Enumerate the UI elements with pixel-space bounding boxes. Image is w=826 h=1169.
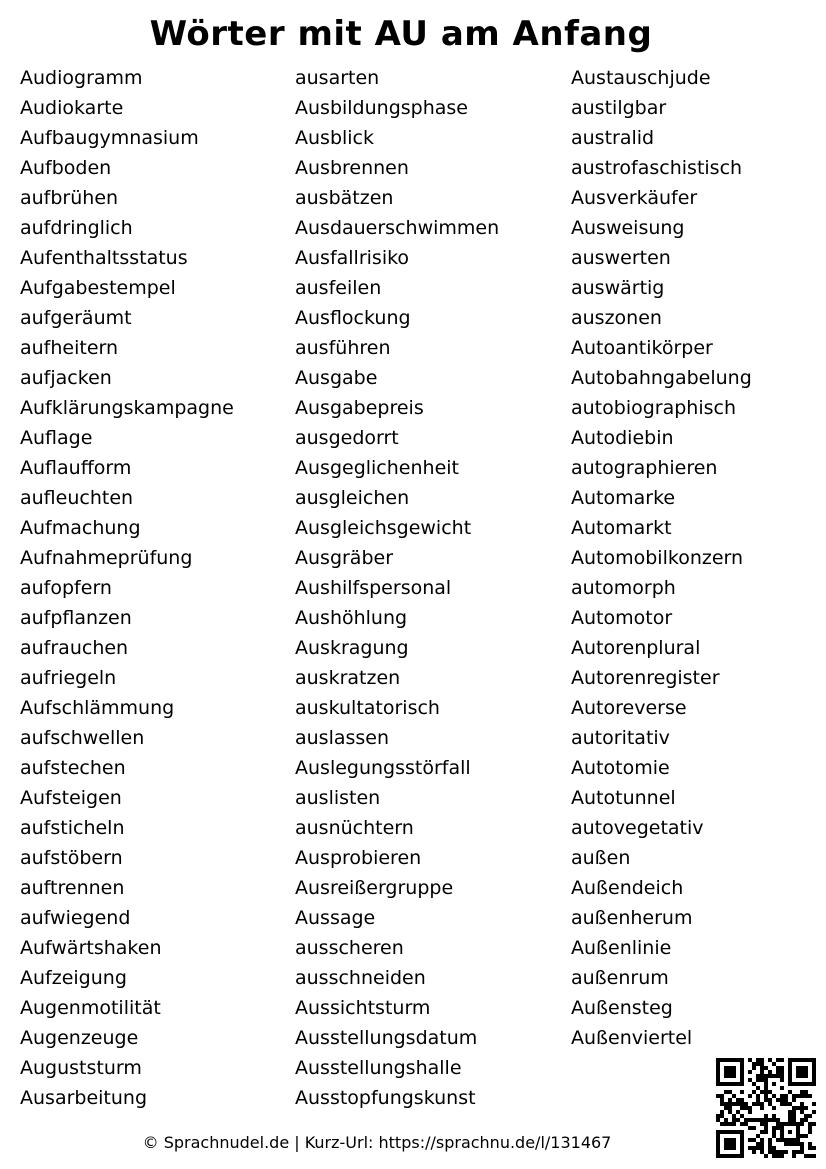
word-item: ausfeilen — [295, 277, 382, 299]
word-item: Autoreverse — [571, 697, 687, 719]
footer-credit: © Sprachnudel.de | Kurz-Url: https://sprachnu.de/l/131467 — [142, 1133, 612, 1152]
word-item: außen — [571, 847, 631, 869]
word-item: Aussichtsturm — [295, 997, 431, 1019]
word-item: Aushöhlung — [295, 607, 408, 629]
word-item: Ausstellungsdatum — [295, 1027, 478, 1049]
word-item: australid — [571, 127, 655, 149]
word-item: ausnüchtern — [295, 817, 414, 839]
word-item: Automarke — [571, 487, 676, 509]
word-item: auskratzen — [295, 667, 401, 689]
word-item: Aufschlämmung — [20, 697, 175, 719]
word-item: Automarkt — [571, 517, 672, 539]
word-item: Aufenthaltsstatus — [20, 247, 188, 269]
word-item: autobiographisch — [571, 397, 737, 419]
word-item: Aufzeigung — [20, 967, 127, 989]
word-item: aufheitern — [20, 337, 119, 359]
word-item: Autobahngabelung — [571, 367, 752, 389]
word-item: Außendeich — [571, 877, 684, 899]
word-item: Ausstopfungskunst — [295, 1087, 476, 1109]
word-item: aufsticheln — [20, 817, 125, 839]
word-item: Ausfallrisiko — [295, 247, 410, 269]
word-item: austilgbar — [571, 97, 667, 119]
word-item: Auguststurm — [20, 1057, 142, 1079]
word-item: automorph — [571, 577, 676, 599]
word-item: Außensteg — [571, 997, 673, 1019]
word-item: Aufsteigen — [20, 787, 122, 809]
word-item: aufopfern — [20, 577, 112, 599]
word-item: Ausgeglichenheit — [295, 457, 459, 479]
word-item: aufrauchen — [20, 637, 129, 659]
word-item: auswerten — [571, 247, 671, 269]
page-title: Wörter mit AU am Anfang — [149, 14, 653, 54]
word-item: ausführen — [295, 337, 391, 359]
word-item: ausbätzen — [295, 187, 394, 209]
word-item: ausgedorrt — [295, 427, 399, 449]
word-item: aufriegeln — [20, 667, 117, 689]
word-item: austrofaschistisch — [571, 157, 743, 179]
word-item: Ausblick — [295, 127, 375, 149]
word-item: Automobilkonzern — [571, 547, 744, 569]
word-item: Ausstellungshalle — [295, 1057, 462, 1079]
word-item: Autotunnel — [571, 787, 676, 809]
word-item: autovegetativ — [571, 817, 704, 839]
word-item: Autoantikörper — [571, 337, 713, 359]
word-item: Ausweisung — [571, 217, 685, 239]
word-item: autographieren — [571, 457, 718, 479]
word-item: Ausdauerschwimmen — [295, 217, 500, 239]
word-item: Automotor — [571, 607, 673, 629]
word-item: Aufboden — [20, 157, 112, 179]
word-item: Autodiebin — [571, 427, 674, 449]
word-item: auslisten — [295, 787, 381, 809]
word-item: Austauschjude — [571, 67, 711, 89]
word-item: autoritativ — [571, 727, 670, 749]
word-item: aufschwellen — [20, 727, 145, 749]
word-item: Ausgleichsgewicht — [295, 517, 472, 539]
word-item: auszonen — [571, 307, 662, 329]
word-item: ausgleichen — [295, 487, 410, 509]
word-item: außenrum — [571, 967, 669, 989]
word-item: aufgeräumt — [20, 307, 132, 329]
word-item: Auflage — [20, 427, 93, 449]
word-item: Audiokarte — [20, 97, 124, 119]
word-item: Aufklärungskampagne — [20, 397, 234, 419]
word-item: Außenviertel — [571, 1027, 693, 1049]
word-item: aufpflanzen — [20, 607, 132, 629]
word-item: Aufmachung — [20, 517, 141, 539]
word-item: Autorenplural — [571, 637, 701, 659]
word-item: Ausgabepreis — [295, 397, 424, 419]
word-item: aufstechen — [20, 757, 126, 779]
word-column-3 — [571, 63, 752, 1053]
word-item: aufstöbern — [20, 847, 123, 869]
word-item: auftrennen — [20, 877, 125, 899]
word-item: Aufbaugymnasium — [20, 127, 199, 149]
word-item: aufbrühen — [20, 187, 119, 209]
word-item: Auslegungsstörfall — [295, 757, 471, 779]
word-item: auslassen — [295, 727, 390, 749]
word-item: ausscheren — [295, 937, 404, 959]
word-item: ausarten — [295, 67, 380, 89]
word-item: auskultatorisch — [295, 697, 440, 719]
word-item: Auflaufform — [20, 457, 132, 479]
word-item: Außenlinie — [571, 937, 672, 959]
word-item: aufdringlich — [20, 217, 133, 239]
word-item: Aussage — [295, 907, 376, 929]
word-item: Autotomie — [571, 757, 670, 779]
word-item: Ausbrennen — [295, 157, 409, 179]
word-item: Ausbildungsphase — [295, 97, 468, 119]
word-item: Aushilfspersonal — [295, 577, 452, 599]
word-item: Autorenregister — [571, 667, 720, 689]
word-item: auswärtig — [571, 277, 665, 299]
word-item: Ausflockung — [295, 307, 411, 329]
word-item: Augenmotilität — [20, 997, 161, 1019]
word-item: Ausgräber — [295, 547, 394, 569]
word-column-1 — [20, 63, 234, 1113]
word-item: außenherum — [571, 907, 693, 929]
word-item: Augenzeuge — [20, 1027, 139, 1049]
word-item: Audiogramm — [20, 67, 143, 89]
word-item: Aufwärtshaken — [20, 937, 162, 959]
word-item: Ausreißergruppe — [295, 877, 454, 899]
word-item: Ausarbeitung — [20, 1087, 148, 1109]
word-item: Ausprobieren — [295, 847, 422, 869]
word-item: ausschneiden — [295, 967, 426, 989]
word-item: Auskragung — [295, 637, 409, 659]
word-item: aufleuchten — [20, 487, 134, 509]
word-item: Ausverkäufer — [571, 187, 698, 209]
word-item: aufwiegend — [20, 907, 131, 929]
word-item: aufjacken — [20, 367, 112, 389]
word-list — [20, 63, 810, 1113]
word-column-2 — [295, 63, 499, 1113]
word-item: Aufnahmeprüfung — [20, 547, 193, 569]
word-item: Aufgabestempel — [20, 277, 176, 299]
word-item: Ausgabe — [295, 367, 378, 389]
